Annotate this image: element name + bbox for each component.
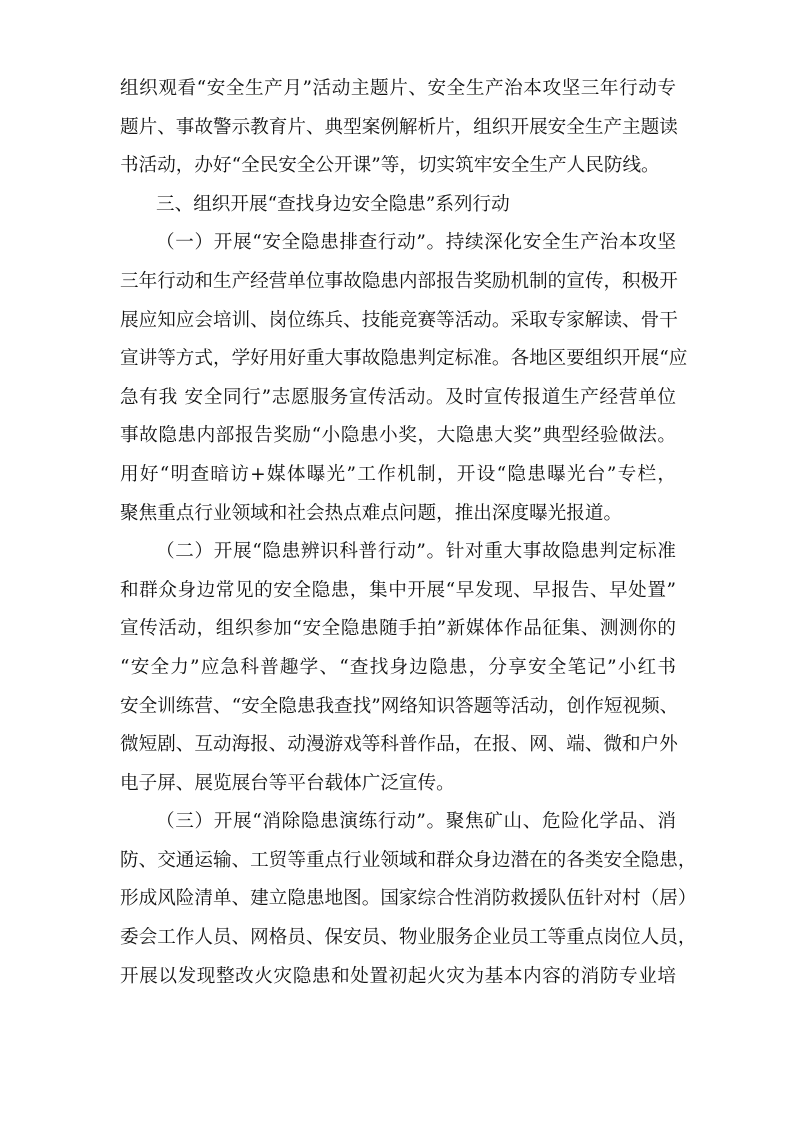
para1-line-1: （一）开展“安全隐患排查行动”。持续深化安全生产治本攻坚 <box>156 232 676 254</box>
para3-line-5: 开展以发现整改火灾隐患和处置初起火灾为基本内容的消防专业培 <box>120 965 676 987</box>
document-body <box>120 70 697 996</box>
para3-line-2: 防、交通运输、工贸等重点行业领域和群众身边潜在的各类安全隐患， <box>120 849 697 871</box>
para1-line-8: 聚焦重点行业领域和社会热点难点问题，推出深度曝光报道。 <box>120 502 623 524</box>
para3-line-1: （三）开展“消除隐患演练行动”。聚焦矿山、危险化学品、消 <box>156 811 676 833</box>
para2-line-7: 电子屏、展览展台等平台载体广泛宣传。 <box>120 772 455 794</box>
intro-line-2: 题片、事故警示教育片、典型案例解析片，组织开展安全生产主题读 <box>120 116 678 138</box>
intro-line-1: 组织观看“安全生产月”活动主题片、安全生产治本攻坚三年行动专 <box>120 78 676 99</box>
para2-line-1: （二）开展“隐患辨识科普行动”。针对重大事故隐患判定标准 <box>156 541 676 563</box>
para1-line-3: 展应知应会培训、岗位练兵、技能竞赛等活动。采取专家解读、骨干 <box>120 309 678 331</box>
para1-line-6: 事故隐患内部报告奖励“小隐患小奖，大隐患大奖”典型经验做法。 <box>120 425 676 447</box>
para2-line-4: “安全力”应急科普趣学、“查找身边隐患，分享安全笔记”小红书 <box>120 656 676 678</box>
para1-line-2: 三年行动和生产经营单位事故隐患内部报告奖励机制的宣传，积极开 <box>120 270 678 292</box>
para2-line-3: 宣传活动，组织参加“安全隐患随手拍”新媒体作品征集、测测你的 <box>120 618 676 640</box>
section-heading: 三、组织开展“查找身边安全隐患”系列行动 <box>156 193 510 215</box>
para2-line-6: 微短剧、互动海报、动漫游戏等科普作品，在报、网、端、微和户外 <box>120 734 678 756</box>
para3-line-3: 形成风险清单、建立隐患地图。国家综合性消防救援队伍针对村（居） <box>120 888 697 910</box>
para1-line-5: 急有我 安全同行”志愿服务宣传活动。及时宣传报道生产经营单位 <box>120 386 676 408</box>
para2-line-2: 和群众身边常见的安全隐患，集中开展“早发现、早报告、早处置” <box>120 579 676 601</box>
para3-line-4: 委会工作人员、网格员、保安员、物业服务企业员工等重点岗位人员， <box>120 927 697 949</box>
para2-line-5: 安全训练营、“安全隐患我查找”网络知识答题等活动，创作短视频、 <box>120 695 679 717</box>
intro-line-3: 书活动，办好“全民安全公开课”等，切实筑牢安全生产人民防线。 <box>120 155 660 177</box>
para1-line-7: 用好“明查暗访+媒体曝光”工作机制，开设“隐患曝光台”专栏， <box>120 463 676 485</box>
para1-line-4: 宣讲等方式，学好用好重大事故隐患判定标准。各地区要组织开展“应 <box>120 348 688 370</box>
